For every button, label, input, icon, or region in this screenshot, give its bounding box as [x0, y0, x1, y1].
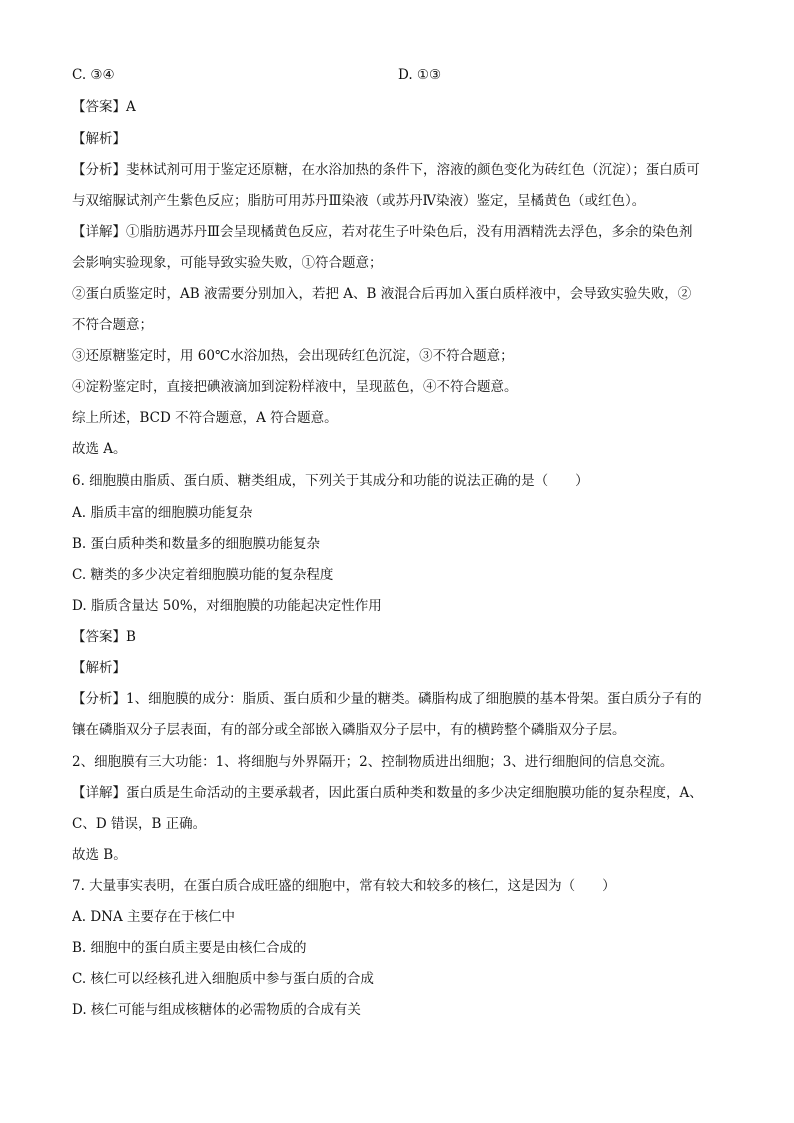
choose-text: 故选 A。	[72, 441, 127, 457]
option-c: C. ③④	[72, 67, 115, 83]
fenxi-text-2: 与双缩脲试剂产生紫色反应；脂肪可用苏丹Ⅲ染液（或苏丹Ⅳ染液）鉴定，呈橘黄色（或红色）。	[72, 193, 646, 209]
q6-analysis-tag: 【解析】	[72, 660, 126, 676]
q6-xiangjie-tag: 【详解】	[72, 785, 126, 801]
question-7-option-d: D. 核仁可能与组成核糖体的必需物质的合成有关	[72, 1002, 361, 1018]
q6-choose-text: 故选 B。	[72, 847, 127, 863]
fenxi-tag: 【分析】	[72, 162, 126, 178]
question-6-option-c: C. 糖类的多少决定着细胞膜功能的复杂程度	[72, 567, 334, 583]
xiangjie-text-4: 不符合题意；	[72, 317, 153, 333]
question-7-stem: 7. 大量事实表明，在蛋白质合成旺盛的细胞中，常有较大和较多的核仁，这是因为（ ）	[72, 878, 616, 894]
option-d: D. ①③	[398, 67, 442, 83]
q6-fenxi-tag: 【分析】	[72, 691, 126, 707]
xiangjie-text-6: ④淀粉鉴定时，直接把碘液滴加到淀粉样液中，呈现蓝色，④不符合题意。	[72, 379, 518, 395]
question-6-option-a: A. 脂质丰富的细胞膜功能复杂	[72, 505, 253, 521]
question-6-stem: 6. 细胞膜由脂质、蛋白质、糖类组成，下列关于其成分和功能的说法正确的是（ ）	[72, 473, 589, 489]
question-6-option-d: D. 脂质含量达 50%，对细胞膜的功能起决定性作用	[72, 598, 382, 614]
question-6-option-b: B. 蛋白质种类和数量多的细胞膜功能复杂	[72, 536, 321, 552]
q6-fenxi-line	[72, 690, 732, 708]
question-7-option-b: B. 细胞中的蛋白质主要是由核仁合成的	[72, 940, 307, 956]
answer-tag: 【答案】	[72, 99, 126, 115]
answer-line	[72, 98, 732, 116]
q6-xiangjie-line	[72, 784, 732, 802]
answer-value: A	[126, 99, 136, 115]
fenxi-text: 斐林试剂可用于鉴定还原糖，在水浴加热的条件下，溶液的颜色变化为砖红色（沉淀）；蛋白质可	[126, 162, 700, 178]
q6-xiangjie-text: 蛋白质是生命活动的主要承载者，因此蛋白质种类和数量的多少决定细胞膜功能的复杂程度，A、	[126, 785, 703, 801]
analysis-tag: 【解析】	[72, 131, 126, 147]
question-7-option-c: C. 核仁可以经核孔进入细胞质中参与蛋白质的合成	[72, 971, 374, 987]
xiangjie-text-2: 会影响实验现象，可能导致实验失败，①符合题意；	[72, 255, 383, 271]
fenxi-line	[72, 161, 732, 179]
q6-fenxi-text-3: 2、细胞膜有三大功能：1、将细胞与外界隔开；2、控制物质进出细胞；3、进行细胞间的信息交流。	[72, 754, 674, 770]
q6-answer-tag: 【答案】	[72, 629, 126, 645]
q6-fenxi-text: 1、细胞膜的成分：脂质、蛋白质和少量的糖类。磷脂构成了细胞膜的基本骨架。蛋白质分子有的	[126, 691, 702, 707]
xiangjie-tag: 【详解】	[72, 224, 126, 240]
xiangjie-line	[72, 223, 732, 241]
xiangjie-text: ①脂肪遇苏丹Ⅲ会呈现橘黄色反应，若对花生子叶染色后，没有用酒精洗去浮色，多余的染色剂	[126, 224, 693, 240]
q6-answer-value: B	[126, 629, 136, 645]
xiangjie-text-5: ③还原糖鉴定时，用 60℃水浴加热，会出现砖红色沉淀，③不符合题意；	[72, 348, 514, 364]
xiangjie-text-3: ②蛋白质鉴定时，AB 液需要分别加入，若把 A、B 液混合后再加入蛋白质样液中，会导致实验失败，②	[72, 286, 692, 302]
q6-answer-line	[72, 628, 732, 646]
q6-xiangjie-text-2: C、D 错误，B 正确。	[72, 816, 207, 832]
question-7-option-a: A. DNA 主要存在于核仁中	[72, 909, 236, 925]
q6-fenxi-text-2: 镶在磷脂双分子层表面，有的部分或全部嵌入磷脂双分子层中，有的横跨整个磷脂双分子层。	[72, 722, 626, 738]
summary-text: 综上所述，BCD 不符合题意，A 符合题意。	[72, 410, 338, 426]
